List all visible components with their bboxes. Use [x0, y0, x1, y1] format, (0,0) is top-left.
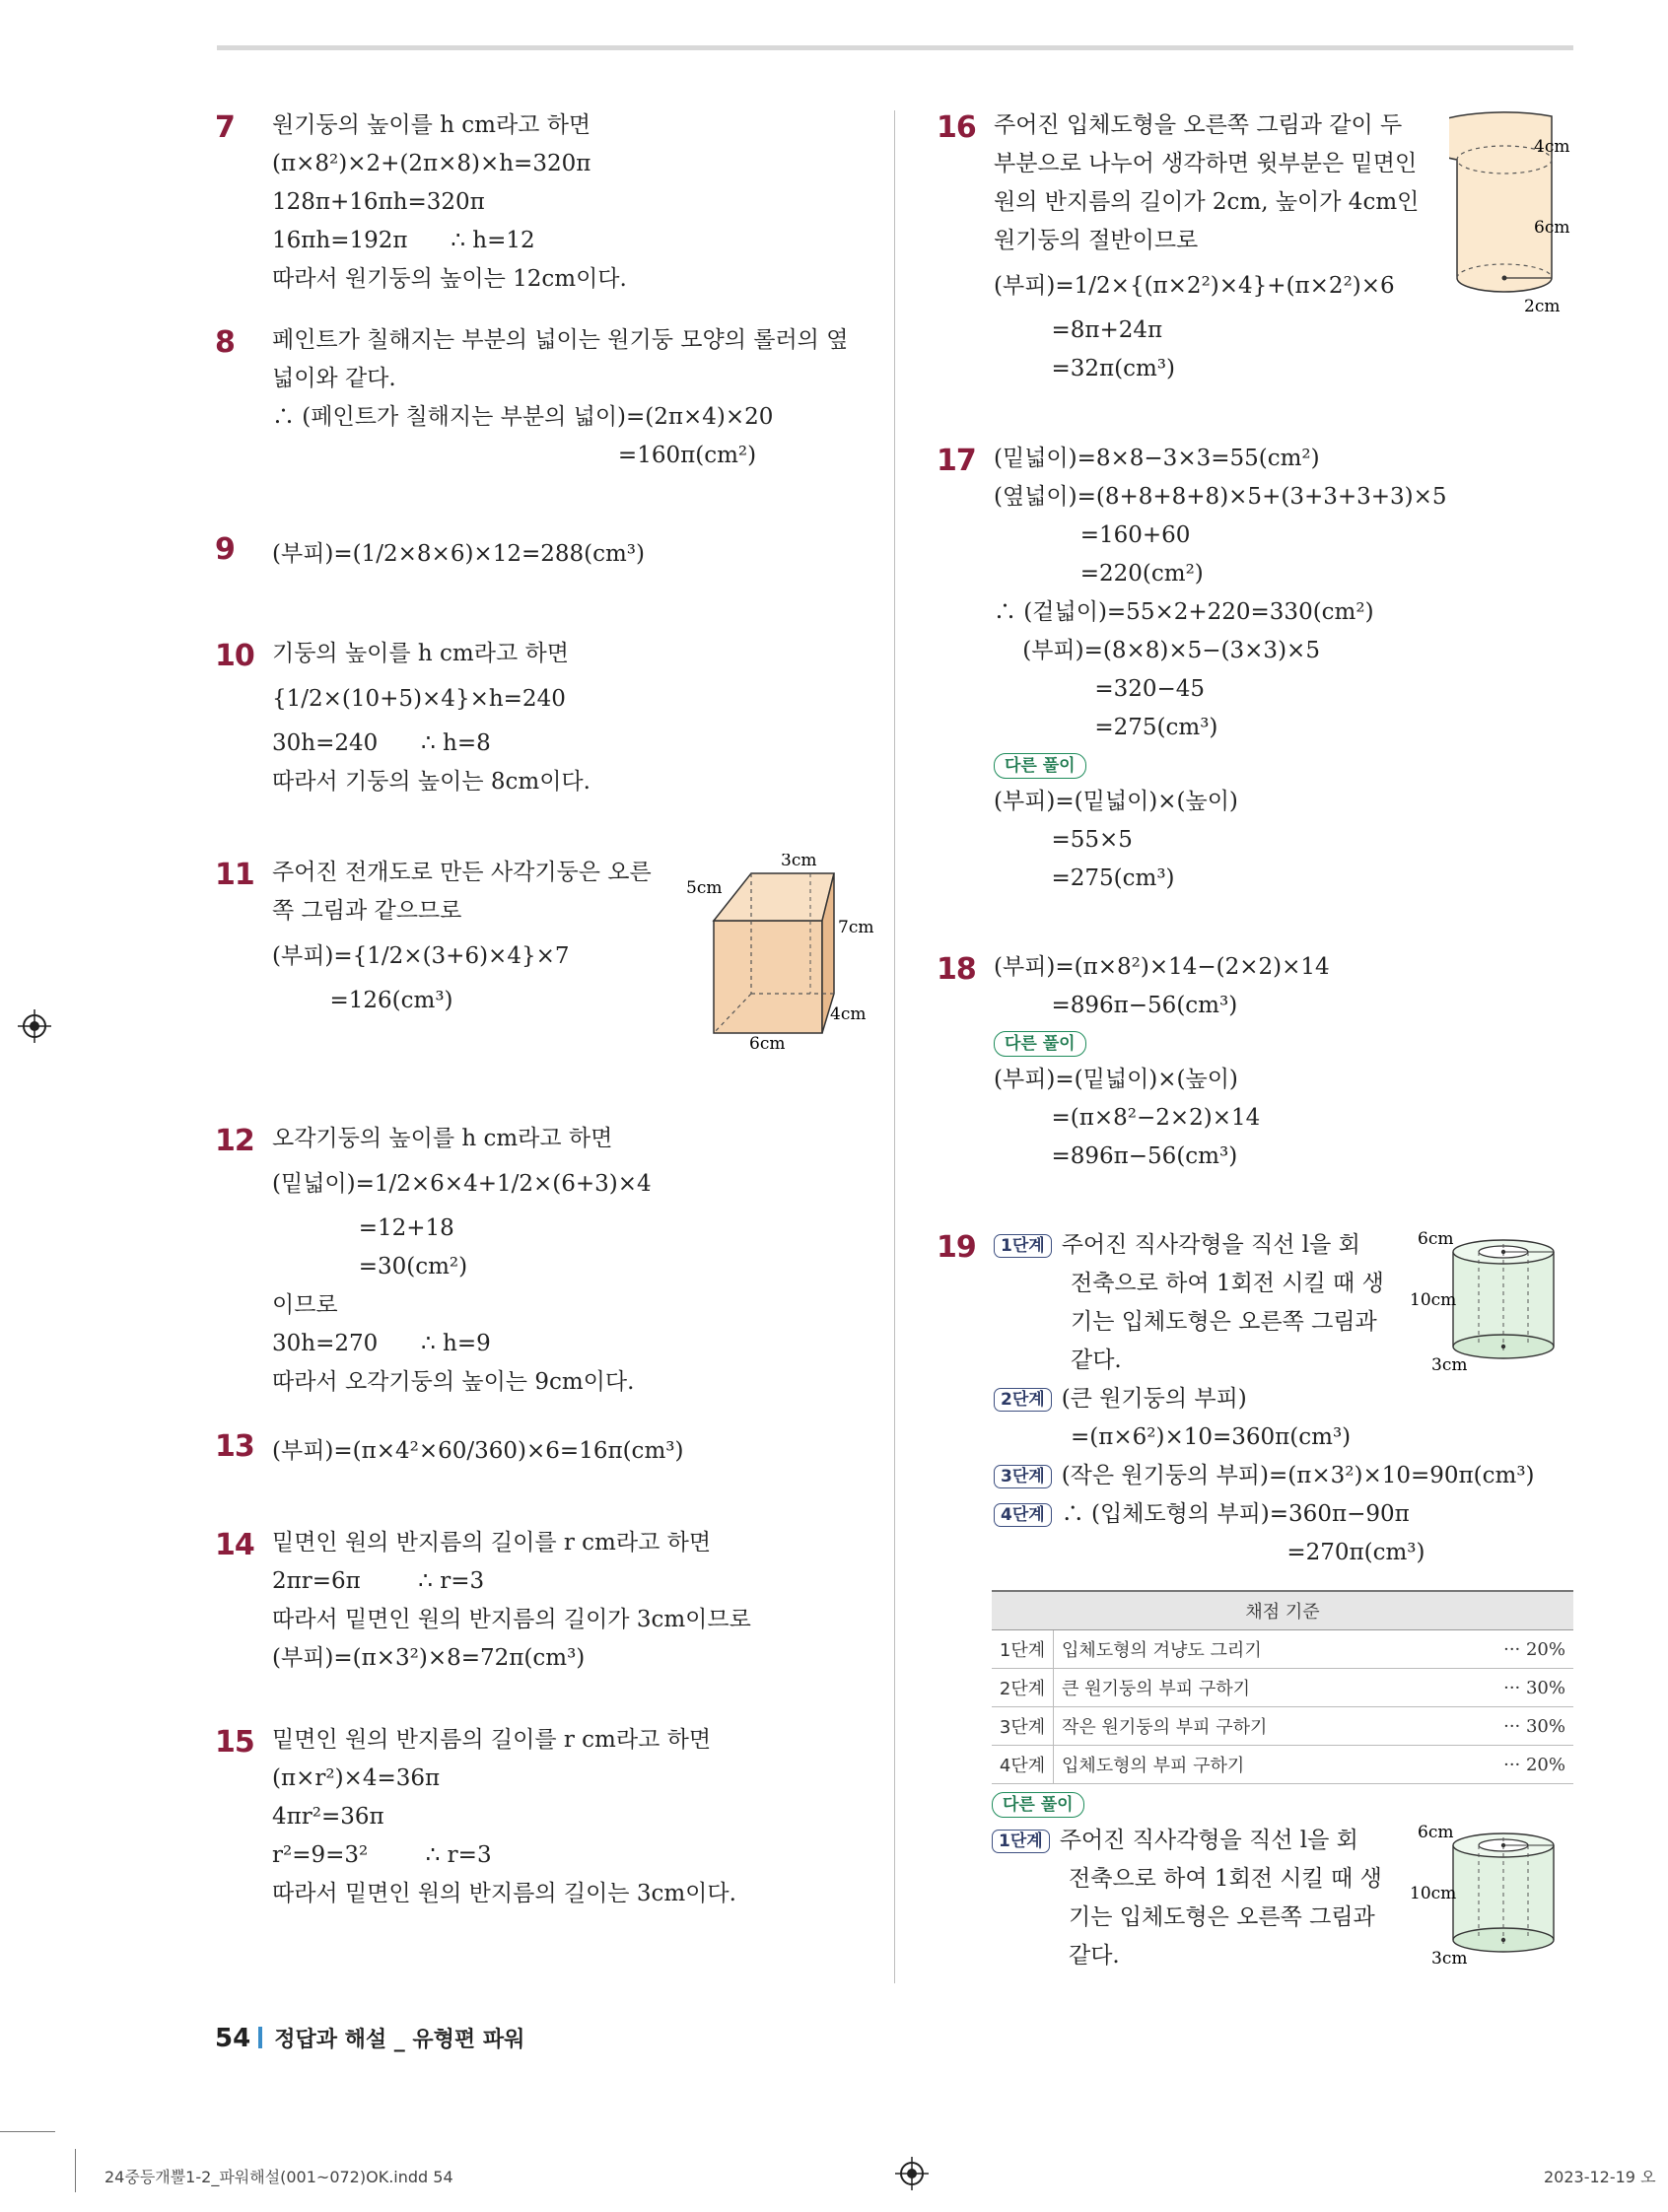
cut-cylinder-figure — [1449, 103, 1573, 319]
solution-line: 따라서 원기둥의 높이는 12cm이다. — [272, 266, 627, 292]
solution-line: =160+60 — [994, 522, 1191, 548]
solution-line: 주어진 입체도형을 오른쪽 그림과 같이 두 — [994, 112, 1403, 138]
step-cell: 4단계 — [992, 1746, 1054, 1784]
dimension-label: 2cm — [1524, 297, 1561, 316]
problem-solution — [272, 1721, 875, 1913]
dimension-label: 3cm — [1431, 1355, 1468, 1374]
dimension-label: 10cm — [1410, 1884, 1457, 1903]
solution-line: 원의 반지름의 길이가 2cm, 높이가 4cm인 — [994, 189, 1420, 215]
page-footer — [215, 2023, 524, 2053]
solution-line: =12+18 — [272, 1215, 454, 1241]
solution-line: 넓이와 같다. — [272, 366, 396, 391]
solution-line: 밑면인 원의 반지름의 길이를 r cm라고 하면 — [272, 1530, 712, 1555]
solution-line: ∴ (겉넓이)=55×2+220=330(cm²) — [994, 599, 1374, 625]
problem-number: 18 — [937, 952, 976, 987]
solution-line: 기둥의 높이를 h cm라고 하면 — [272, 641, 569, 666]
solution-line: =896π−56(cm³) — [994, 1143, 1238, 1169]
problem-number: 10 — [215, 639, 254, 673]
edge-label: 3cm — [781, 854, 817, 870]
edge-label: 5cm — [686, 878, 723, 898]
right-column — [937, 106, 1573, 1571]
edge-label: 7cm — [838, 918, 874, 937]
solution-line: {1/2×(10+5)×4}×h=240 — [272, 686, 566, 712]
problem-number: 7 — [215, 110, 235, 145]
dimension-label: 4cm — [1534, 137, 1570, 157]
solution-line: =8π+24π — [994, 317, 1163, 343]
solution-line: (부피)=(1/2×8×6)×12=288(cm³) — [272, 541, 645, 567]
step-text: 주어진 직사각형을 직선 l을 회 — [1059, 1828, 1358, 1853]
solution-line: (옆넓이)=(8+8+8+8)×5+(3+3+3+3)×5 — [994, 484, 1447, 510]
criteria-cell: 작은 원기둥의 부피 구하기 — [1054, 1707, 1450, 1746]
solution-line: (부피)=(π×3²)×8=72π(cm³) — [272, 1645, 586, 1671]
solution-line: (부피)=(π×8²)×14−(2×2)×14 — [994, 954, 1330, 980]
dimension-label: 3cm — [1431, 1949, 1468, 1968]
dimension-label: 6cm — [1418, 1229, 1454, 1249]
slug-date: 2023-12-19 오 — [1544, 2168, 1656, 2186]
solution-line: 기는 입체도형은 오른쪽 그림과 — [1071, 1309, 1377, 1335]
problem-16 — [937, 106, 1573, 440]
step-cell: 3단계 — [992, 1707, 1054, 1746]
registration-mark-icon — [895, 2157, 929, 2194]
solution-line: 원기둥의 높이를 h cm라고 하면 — [272, 112, 591, 138]
edge-label: 4cm — [830, 1004, 867, 1024]
problem-solution — [272, 106, 875, 299]
problem-solution — [272, 1425, 875, 1477]
dimension-label: 6cm — [1534, 218, 1570, 238]
problem-number: 14 — [215, 1528, 254, 1562]
step-badge: 4단계 — [994, 1503, 1052, 1527]
points-cell: ··· 30% — [1449, 1669, 1573, 1707]
problem-number: 15 — [215, 1725, 254, 1760]
solution-line: 따라서 밑면인 원의 반지름의 길이는 3cm이다. — [272, 1881, 736, 1906]
criteria-cell: 입체도형의 부피 구하기 — [1054, 1746, 1450, 1784]
alternative-solution-19 — [992, 1786, 1573, 1983]
solution-line: 주어진 전개도로 만든 사각기둥은 오른 — [272, 860, 652, 885]
problem-8 — [215, 321, 875, 528]
solution-line: =270π(cm³) — [1071, 1540, 1425, 1565]
solution-line: 16πh=192π ∴ h=12 — [272, 228, 535, 253]
criteria-cell: 큰 원기둥의 부피 구하기 — [1054, 1669, 1450, 1707]
points-cell: ··· 20% — [1449, 1746, 1573, 1784]
problem-11 — [215, 854, 875, 1120]
solution-line: 전축으로 하여 1회전 시킬 때 생 — [1071, 1271, 1384, 1296]
step-badge: 3단계 — [994, 1465, 1052, 1488]
slug-filename: 24중등개뿔1-2_파워해설(001~072)OK.indd 54 — [104, 2168, 453, 2186]
solution-line: 30h=270 ∴ h=9 — [272, 1331, 491, 1356]
problem-solution — [272, 321, 875, 475]
solution-line — [994, 1495, 1573, 1534]
hollow-cylinder-figure — [1410, 1820, 1573, 1968]
problem-7 — [215, 106, 875, 321]
solution-line: r²=9=3² ∴ r=3 — [272, 1842, 492, 1868]
problem-number: 9 — [215, 532, 235, 567]
solution-line: (부피)=(π×4²×60/360)×6=16π(cm³) — [272, 1438, 684, 1464]
solution-line — [994, 1457, 1573, 1495]
step-text: (큰 원기둥의 부피) — [1061, 1386, 1247, 1412]
solution-line: (부피)=(밑넓이)×(높이) — [994, 789, 1238, 814]
solution-line: 2πr=6π ∴ r=3 — [272, 1568, 485, 1594]
solution-line: =(π×8²−2×2)×14 — [994, 1105, 1261, 1131]
problem-number: 8 — [215, 325, 235, 360]
problem-solution — [994, 440, 1573, 898]
dimension-label: 6cm — [1418, 1823, 1454, 1842]
problem-10 — [215, 635, 875, 854]
solution-line: 기는 입체도형은 오른쪽 그림과 — [1069, 1904, 1375, 1930]
points-cell: ··· 20% — [1449, 1630, 1573, 1669]
registration-mark-icon — [18, 1009, 51, 1047]
alternative-solution-tag: 다른 풀이 — [994, 1031, 1086, 1057]
table-row — [992, 1707, 1573, 1746]
step-cell: 2단계 — [992, 1669, 1054, 1707]
footer-title: 정답과 해설 _ 유형편 파워 — [274, 2028, 525, 2052]
solution-line: =275(cm³) — [994, 865, 1175, 891]
solution-line: (부피)=(밑넓이)×(높이) — [994, 1067, 1238, 1092]
solution-line: (부피)=(8×8)×5−(3×3)×5 — [994, 638, 1320, 663]
solution-line: =126(cm³) — [272, 988, 453, 1013]
solution-line: =160π(cm²) — [272, 443, 757, 468]
prism-figure — [684, 854, 881, 1051]
step-text: 주어진 직사각형을 직선 l을 회 — [1061, 1232, 1360, 1258]
solution-line: =55×5 — [994, 827, 1133, 853]
solution-line: (π×r²)×4=36π — [272, 1765, 441, 1791]
solution-line: =896π−56(cm³) — [994, 993, 1238, 1018]
solution-line: ∴ (페인트가 칠해지는 부분의 넓이)=(2π×4)×20 — [272, 404, 774, 430]
problem-solution — [272, 1120, 875, 1402]
step-text: (작은 원기둥의 부피)=(π×3²)×10=90π(cm³) — [1061, 1463, 1535, 1488]
page-number: 54 — [215, 2024, 251, 2053]
alternative-solution-tag: 다른 풀이 — [992, 1792, 1084, 1818]
crop-mark-left — [0, 2131, 55, 2132]
problem-9 — [215, 528, 875, 635]
solution-line: 원기둥의 절반이므로 — [994, 228, 1199, 253]
dimension-label: 10cm — [1410, 1290, 1457, 1310]
solution-line: 부분으로 나누어 생각하면 윗부분은 밑면인 — [994, 151, 1418, 176]
problem-number: 12 — [215, 1124, 254, 1158]
solution-line: 같다. — [1071, 1348, 1122, 1373]
problem-solution — [272, 528, 875, 580]
problem-12 — [215, 1120, 875, 1425]
solution-line: 쪽 그림과 같으므로 — [272, 898, 462, 924]
hollow-cylinder-figure — [1410, 1226, 1573, 1374]
step-text: ∴ (입체도형의 부피)=360π−90π — [1061, 1501, 1410, 1527]
column-divider — [894, 110, 895, 1983]
problem-number: 16 — [937, 110, 976, 145]
step-badge: 2단계 — [994, 1388, 1052, 1412]
solution-line: 이므로 — [272, 1292, 338, 1318]
problem-19 — [937, 1226, 1573, 1571]
problem-number: 19 — [937, 1230, 976, 1265]
solution-line: =320−45 — [994, 676, 1206, 702]
problem-solution — [994, 948, 1573, 1176]
table-row — [992, 1746, 1573, 1784]
solution-line: =30(cm²) — [272, 1254, 468, 1279]
solution-line: 4πr²=36π — [272, 1804, 384, 1830]
grading-title: 채점 기준 — [992, 1591, 1573, 1630]
step-badge: 1단계 — [994, 1234, 1052, 1258]
step-cell: 1단계 — [992, 1630, 1054, 1669]
problem-15 — [215, 1721, 875, 1918]
problem-17 — [937, 440, 1573, 948]
problem-number: 13 — [215, 1429, 254, 1464]
table-row — [992, 1669, 1573, 1707]
problem-number: 17 — [937, 444, 976, 478]
criteria-cell: 입체도형의 겨냥도 그리기 — [1054, 1630, 1450, 1669]
solution-line: 오각기둥의 높이를 h cm라고 하면 — [272, 1126, 613, 1151]
step-badge: 1단계 — [992, 1830, 1050, 1853]
points-cell: ··· 30% — [1449, 1707, 1573, 1746]
solution-line: 밑면인 원의 반지름의 길이를 r cm라고 하면 — [272, 1727, 712, 1753]
solution-line: 페인트가 칠해지는 부분의 넓이는 원기둥 모양의 롤러의 옆 — [272, 327, 849, 353]
solution-line: 30h=240 ∴ h=8 — [272, 730, 491, 756]
crop-mark-vertical — [75, 2149, 76, 2192]
solution-line: 128π+16πh=320π — [272, 189, 485, 215]
solution-line: 전축으로 하여 1회전 시킬 때 생 — [1069, 1866, 1382, 1892]
table-row — [992, 1630, 1573, 1669]
problem-solution — [272, 1524, 875, 1678]
problem-13 — [215, 1425, 875, 1524]
top-rule — [217, 45, 1573, 50]
solution-line: 따라서 오각기둥의 높이는 9cm이다. — [272, 1369, 635, 1395]
solution-line: =275(cm³) — [994, 715, 1218, 740]
alternative-solution-tag: 다른 풀이 — [994, 753, 1086, 779]
problem-14 — [215, 1524, 875, 1721]
edge-label: 6cm — [749, 1034, 786, 1051]
solution-line: 따라서 밑면인 원의 반지름의 길이가 3cm이므로 — [272, 1607, 751, 1632]
solution-line — [994, 1380, 1573, 1418]
problem-solution — [272, 635, 875, 801]
solution-line: 같다. — [1069, 1943, 1120, 1969]
solution-line: (π×8²)×2+(2π×8)×h=320π — [272, 151, 591, 176]
solution-line: (부피)={1/2×(3+6)×4}×7 — [272, 943, 570, 969]
problem-number: 11 — [215, 858, 254, 892]
solution-line: (부피)=1/2×{(π×2²)×4}+(π×2²)×6 — [994, 273, 1395, 299]
footer-bar — [258, 2027, 262, 2048]
left-column — [215, 106, 875, 1918]
solution-line: (밑넓이)=8×8−3×3=55(cm²) — [994, 446, 1320, 471]
problem-18 — [937, 948, 1573, 1226]
solution-line: 따라서 기둥의 높이는 8cm이다. — [272, 769, 591, 795]
solution-line: (밑넓이)=1/2×6×4+1/2×(6+3)×4 — [272, 1171, 652, 1197]
solution-line: =32π(cm³) — [994, 356, 1175, 381]
grading-criteria-table — [992, 1590, 1573, 1784]
solution-line: =220(cm²) — [994, 561, 1204, 587]
solution-line: =(π×6²)×10=360π(cm³) — [1071, 1424, 1352, 1450]
